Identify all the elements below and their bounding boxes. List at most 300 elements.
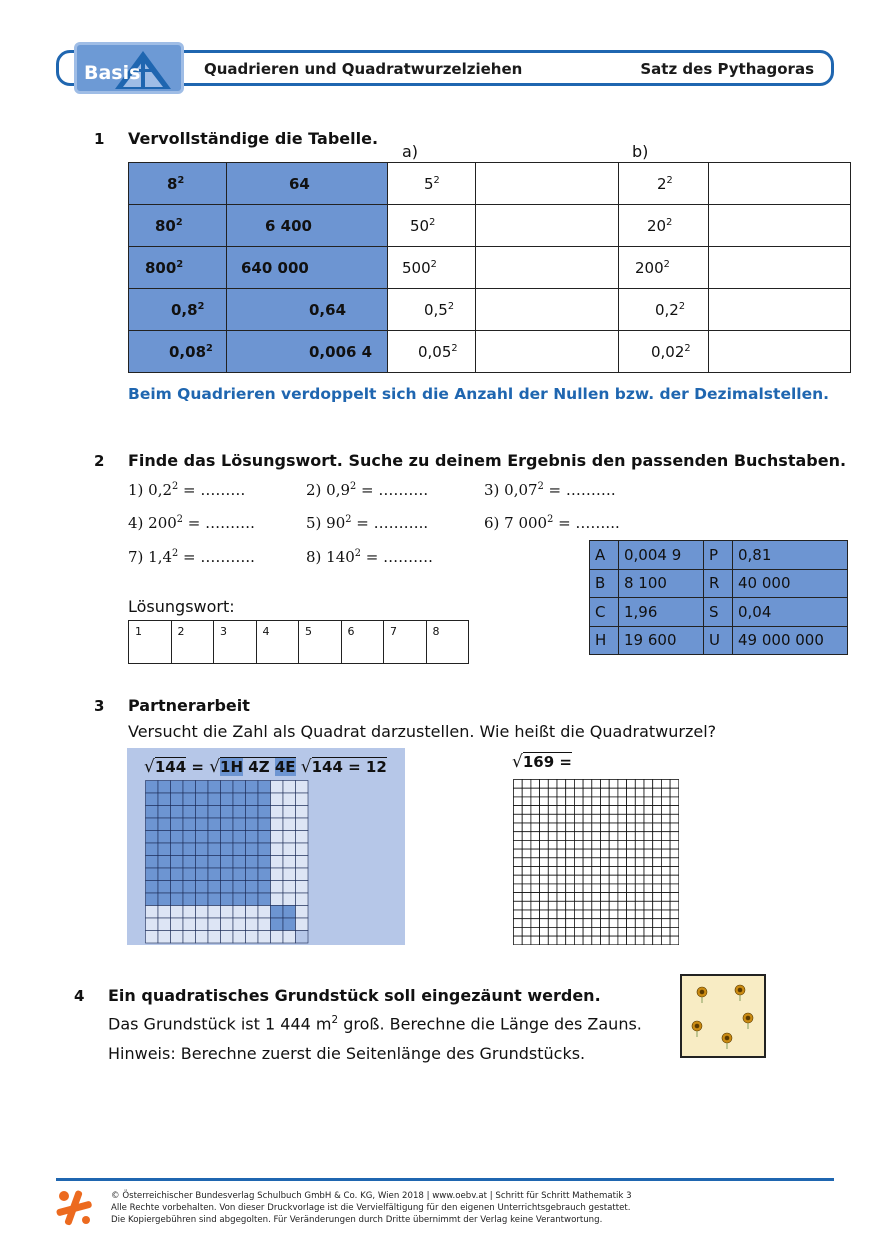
grid-cell <box>258 843 271 856</box>
answer-cell[interactable] <box>709 247 851 289</box>
grid-cell <box>574 901 583 910</box>
grid-cell <box>583 780 592 789</box>
grid-cell <box>208 906 221 919</box>
grid-cell <box>283 918 296 931</box>
grid-cell <box>635 910 644 919</box>
grid-cell <box>653 832 662 841</box>
grid-cell <box>283 856 296 869</box>
grid-cell <box>183 831 196 844</box>
solution-cell[interactable]: 2 <box>171 621 214 664</box>
grid-cell <box>514 797 523 806</box>
grid-cell <box>609 849 618 858</box>
grid-cell <box>208 818 221 831</box>
grid-cell <box>540 901 549 910</box>
grid-cell <box>171 781 184 794</box>
grid-cell <box>574 875 583 884</box>
grid-cell <box>644 875 653 884</box>
grid-cell <box>548 806 557 815</box>
grid-cell <box>246 818 259 831</box>
grid-cell <box>653 901 662 910</box>
grid-cell <box>635 893 644 902</box>
example-equation: √144 = √1H 4Z 4E √144 = 12 <box>144 757 387 777</box>
grid-cell <box>514 927 523 936</box>
grid-cell <box>540 910 549 919</box>
task4-title: Ein quadratisches Grundstück soll eingezäunt werden. <box>108 986 601 1005</box>
grid-cell <box>670 858 679 867</box>
grid-cell <box>283 868 296 881</box>
grid-cell <box>583 840 592 849</box>
grid-cell <box>531 806 540 815</box>
sqrt-icon: √ <box>144 757 155 777</box>
grid-cell <box>531 936 540 945</box>
grid-cell <box>233 831 246 844</box>
grid-cell <box>618 814 627 823</box>
grid-cell <box>618 840 627 849</box>
table-cell-a: $0,5^2$ <box>424 301 455 319</box>
grid-cell <box>627 788 636 797</box>
grid-cell <box>540 936 549 945</box>
grid-cell <box>540 919 549 928</box>
task2-number: 2 <box>94 452 105 470</box>
grid-cell <box>661 832 670 841</box>
grid-cell <box>644 849 653 858</box>
grid-cell <box>208 856 221 869</box>
grid-cell <box>661 927 670 936</box>
grid-cell <box>246 843 259 856</box>
grid-cell <box>531 832 540 841</box>
grid-cell <box>271 906 284 919</box>
grid-cell <box>557 788 566 797</box>
task4-number: 4 <box>74 987 85 1005</box>
table-cell-b: 0,02$^2$ <box>651 343 691 361</box>
grid-cell <box>246 893 259 906</box>
grid-cell <box>609 858 618 867</box>
grid-cell <box>574 823 583 832</box>
grid-cell <box>146 931 159 944</box>
grid-cell <box>158 818 171 831</box>
answer-cell[interactable] <box>476 289 619 331</box>
grid-cell <box>618 806 627 815</box>
grid-cell <box>574 867 583 876</box>
grid-cell <box>258 818 271 831</box>
table-cell-value: 640 000 <box>241 259 309 277</box>
table-row: A 0,004 9 P 0,81 <box>590 541 848 570</box>
grid-cell <box>618 875 627 884</box>
grid-cell <box>601 814 610 823</box>
grid-cell <box>208 931 221 944</box>
task3-instruction: Versucht die Zahl als Quadrat darzustellen. Wie heißt die Quadratwurzel? <box>128 722 717 741</box>
grid-cell <box>246 793 259 806</box>
grid-cell <box>653 936 662 945</box>
grid-cell <box>208 806 221 819</box>
task1-number: 1 <box>94 130 105 148</box>
grid-cell <box>609 910 618 919</box>
grid-cell <box>246 881 259 894</box>
grid-cell <box>566 832 575 841</box>
answer-cell[interactable] <box>709 331 851 373</box>
task4-hint: Hinweis: Berechne zuerst die Seitenlänge des Grundstücks. <box>108 1044 586 1063</box>
grid-cell <box>271 856 284 869</box>
letter-table <box>589 540 848 655</box>
grid-cell <box>283 818 296 831</box>
grid-cell <box>522 806 531 815</box>
grid-cell <box>258 806 271 819</box>
grid-cell <box>670 927 679 936</box>
grid-cell <box>661 780 670 789</box>
grid-cell <box>531 884 540 893</box>
grid-cell <box>653 806 662 815</box>
grid-cell <box>618 919 627 928</box>
solution-cell[interactable]: 3 <box>214 621 257 664</box>
grid-cell <box>258 793 271 806</box>
grid-cell <box>635 806 644 815</box>
grid-cell <box>522 788 531 797</box>
grid-cell <box>583 901 592 910</box>
answer-cell[interactable] <box>476 331 619 373</box>
header-title: Quadrieren und Quadratwurzelziehen <box>204 60 523 78</box>
grid-cell <box>514 849 523 858</box>
grid-cell <box>171 831 184 844</box>
grid-cell <box>627 806 636 815</box>
grid-cell <box>653 867 662 876</box>
grid-cell <box>158 931 171 944</box>
grid-cell <box>618 858 627 867</box>
grid-cell <box>670 867 679 876</box>
grid-cell <box>635 832 644 841</box>
answer-cell[interactable] <box>476 205 619 247</box>
grid-cell <box>635 867 644 876</box>
grid-cell <box>618 780 627 789</box>
grid-cell <box>271 781 284 794</box>
grid-cell <box>540 788 549 797</box>
grid-cell <box>574 849 583 858</box>
grid-cell <box>574 788 583 797</box>
answer-cell[interactable] <box>476 163 619 205</box>
grid-cell <box>566 788 575 797</box>
grid-cell <box>522 823 531 832</box>
grid-cell <box>661 797 670 806</box>
grid-cell <box>592 919 601 928</box>
task2-title: Finde das Lösungswort. Suche zu deinem Ergebnis den passenden Buchstaben. <box>128 451 847 470</box>
grid-cell <box>557 875 566 884</box>
grid-cell <box>574 936 583 945</box>
grid-cell <box>566 919 575 928</box>
grid-cell <box>670 797 679 806</box>
grid-cell <box>627 875 636 884</box>
grid-cell <box>592 797 601 806</box>
grid-cell <box>146 843 159 856</box>
grid-cell <box>653 875 662 884</box>
grid-cell <box>221 831 234 844</box>
grid-cell <box>548 780 557 789</box>
grid-cell <box>196 931 209 944</box>
grid-cell <box>618 893 627 902</box>
grid-cell <box>233 843 246 856</box>
table-cell-a: $5^2$ <box>424 175 440 193</box>
grid-cell <box>158 881 171 894</box>
header-chapter: Satz des Pythagoras <box>640 60 814 78</box>
grid-cell <box>531 867 540 876</box>
solution-cell[interactable]: 4 <box>256 621 299 664</box>
answer-cell[interactable] <box>476 247 619 289</box>
grid-cell <box>609 936 618 945</box>
grid-cell <box>644 797 653 806</box>
solution-cell[interactable]: 6 <box>341 621 384 664</box>
grid-cell <box>208 831 221 844</box>
grid-cell <box>635 814 644 823</box>
grid-cell <box>583 788 592 797</box>
grid-cell <box>574 884 583 893</box>
grid-cell <box>653 910 662 919</box>
solution-cell[interactable]: 1 <box>129 621 172 664</box>
answer-cell[interactable] <box>709 163 851 205</box>
grid-cell <box>583 806 592 815</box>
grid-cell <box>644 832 653 841</box>
grid-cell <box>644 858 653 867</box>
grid-cell <box>583 936 592 945</box>
grid-cell <box>258 906 271 919</box>
grid-cell <box>653 788 662 797</box>
grid-cell <box>574 840 583 849</box>
grid-cell <box>158 793 171 806</box>
grid-cell <box>592 936 601 945</box>
grid-cell <box>296 843 309 856</box>
grid-cell <box>618 936 627 945</box>
grid-cell <box>557 823 566 832</box>
grid-cell <box>566 858 575 867</box>
grid-cell <box>548 901 557 910</box>
table-cell-base: 0,08$^2$ <box>169 343 213 361</box>
grid-cell <box>548 936 557 945</box>
grid-cell <box>644 823 653 832</box>
grid-cell <box>618 788 627 797</box>
grid-cell <box>670 884 679 893</box>
grid-cell <box>574 927 583 936</box>
grid-cell <box>233 818 246 831</box>
grid-cell <box>661 901 670 910</box>
grid-cell <box>627 867 636 876</box>
grid-cell <box>296 906 309 919</box>
grid-cell <box>635 936 644 945</box>
table-row <box>129 163 851 205</box>
grid-cell <box>670 910 679 919</box>
grid-cell <box>283 793 296 806</box>
grid-cell <box>540 867 549 876</box>
grid-cell <box>171 931 184 944</box>
grid-cell <box>183 881 196 894</box>
grid-cell <box>592 823 601 832</box>
grid-cell <box>627 823 636 832</box>
grid-cell <box>283 906 296 919</box>
grid-cell <box>171 793 184 806</box>
grid-cell <box>557 893 566 902</box>
table-row: C 1,96 S 0,04 <box>590 598 848 627</box>
grid-cell <box>531 823 540 832</box>
grid-cell <box>514 840 523 849</box>
grid-cell <box>296 793 309 806</box>
grid-cell <box>271 931 284 944</box>
grid-cell <box>670 840 679 849</box>
grid-cell <box>653 893 662 902</box>
grid-cell <box>548 927 557 936</box>
grid-cell <box>221 906 234 919</box>
grid-cell <box>601 901 610 910</box>
logo-text: Basis <box>84 62 141 84</box>
grid-cell <box>618 849 627 858</box>
table-cell-a: 0,05$^2$ <box>418 343 458 361</box>
grid-cell <box>171 868 184 881</box>
grid-cell <box>208 918 221 931</box>
grid-cell <box>661 806 670 815</box>
grid-cell <box>661 823 670 832</box>
grid-cell <box>171 893 184 906</box>
grid-cell <box>171 881 184 894</box>
grid-cell <box>514 875 523 884</box>
grid-cell <box>618 797 627 806</box>
grid-cell <box>158 906 171 919</box>
grid-cell <box>583 797 592 806</box>
grid-cell <box>627 797 636 806</box>
task3-number: 3 <box>94 697 105 715</box>
grid-cell <box>601 927 610 936</box>
grid-cell <box>583 867 592 876</box>
grid-cell <box>670 936 679 945</box>
grid-cell <box>592 849 601 858</box>
grid-cell <box>531 788 540 797</box>
grid-cell <box>644 788 653 797</box>
grid-cell <box>566 927 575 936</box>
grid-cell <box>514 832 523 841</box>
grid-cell <box>627 832 636 841</box>
exercise-item: 6) 7 $000^2$ = ……... <box>484 514 620 532</box>
grid-cell <box>566 893 575 902</box>
solution-cell[interactable]: 5 <box>299 621 342 664</box>
grid-cell <box>557 858 566 867</box>
grid-cell <box>670 901 679 910</box>
grid-cell <box>670 780 679 789</box>
grid-cell <box>635 901 644 910</box>
publisher-logo-icon <box>56 1190 92 1230</box>
grid-cell <box>514 910 523 919</box>
grid-cell <box>208 781 221 794</box>
grid-cell <box>283 831 296 844</box>
grid-cell <box>635 849 644 858</box>
grid-cell <box>540 832 549 841</box>
grid-cell <box>583 884 592 893</box>
grid-cell <box>566 806 575 815</box>
grid-cell <box>271 843 284 856</box>
grid-cell <box>592 814 601 823</box>
grid-cell <box>627 927 636 936</box>
empty-grid-169[interactable] <box>513 779 679 949</box>
grid-cell <box>653 814 662 823</box>
grid-cell <box>661 849 670 858</box>
grid-cell <box>557 814 566 823</box>
grid-cell <box>627 919 636 928</box>
grid-cell <box>221 931 234 944</box>
grid-cell <box>540 858 549 867</box>
footer-copyright: © Österreichischer Bundesverlag Schulbuch GmbH & Co. KG, Wien 2018 | www.oebv.at | Schritt für Schritt Mathematik 3 Alle Rechte vorbehalten. Von dieser Druckvorlage ist die Vervielfältigung für den eigenen Unterrichtsgebrauch gestattet. Die Kopiergebühren sind abgegolten. Für Veränderungen durch Dritte übernimmt der Verlag keine Verantwortung. <box>111 1191 632 1225</box>
grid-cell <box>171 856 184 869</box>
grid-cell <box>583 832 592 841</box>
grid-cell <box>635 875 644 884</box>
grid-cell <box>661 919 670 928</box>
grid-cell <box>661 875 670 884</box>
table-cell-b: $0,2^2$ <box>655 301 686 319</box>
grid-cell <box>644 910 653 919</box>
grid-cell <box>233 931 246 944</box>
grid-cell <box>146 918 159 931</box>
grid-cell <box>566 780 575 789</box>
grid-cell <box>196 906 209 919</box>
grid-cell <box>531 919 540 928</box>
grid-cell <box>296 831 309 844</box>
grid-cell <box>609 797 618 806</box>
grid-cell <box>531 858 540 867</box>
table-cell-b: $20^2$ <box>647 217 673 235</box>
grid-cell <box>618 823 627 832</box>
grid-cell <box>574 806 583 815</box>
grid-cell <box>653 884 662 893</box>
answer-cell[interactable] <box>709 205 851 247</box>
grid-cell <box>258 856 271 869</box>
solution-cell[interactable]: 8 <box>426 621 469 664</box>
grid-cell <box>566 910 575 919</box>
grid-cell <box>522 919 531 928</box>
grid-cell <box>661 867 670 876</box>
grid-cell <box>540 893 549 902</box>
grid-cell <box>246 918 259 931</box>
solution-label: Lösungswort: <box>128 597 235 616</box>
grid-cell <box>514 788 523 797</box>
grid-cell <box>233 906 246 919</box>
grid-cell <box>609 832 618 841</box>
table-cell-base: $8^2$ <box>167 175 185 193</box>
grid-cell <box>635 780 644 789</box>
grid-cell <box>531 910 540 919</box>
exercise-item: 4) $200^2$ = ………. <box>128 514 255 532</box>
grid-cell <box>246 868 259 881</box>
grid-cell <box>221 881 234 894</box>
grid-cell <box>221 781 234 794</box>
answer-cell[interactable] <box>709 289 851 331</box>
grid-cell <box>661 936 670 945</box>
grid-cell <box>557 867 566 876</box>
grid-cell <box>670 893 679 902</box>
grid-cell <box>618 901 627 910</box>
grid-cell <box>635 840 644 849</box>
grid-cell <box>196 893 209 906</box>
grid-cell <box>661 788 670 797</box>
grid-cell <box>609 788 618 797</box>
grid-cell <box>146 881 159 894</box>
grid-cell <box>271 868 284 881</box>
grid-cell <box>258 831 271 844</box>
grid-cell <box>522 849 531 858</box>
grid-cell <box>514 919 523 928</box>
grid-cell <box>221 918 234 931</box>
grid-cell <box>609 893 618 902</box>
grid-cell <box>171 806 184 819</box>
grid-cell <box>609 814 618 823</box>
grid-cell <box>574 814 583 823</box>
grid-cell <box>566 823 575 832</box>
grid-cell <box>644 927 653 936</box>
grid-cell <box>574 832 583 841</box>
grid-cell <box>296 818 309 831</box>
example-grid-144 <box>145 780 309 948</box>
solution-cell[interactable]: 7 <box>384 621 427 664</box>
